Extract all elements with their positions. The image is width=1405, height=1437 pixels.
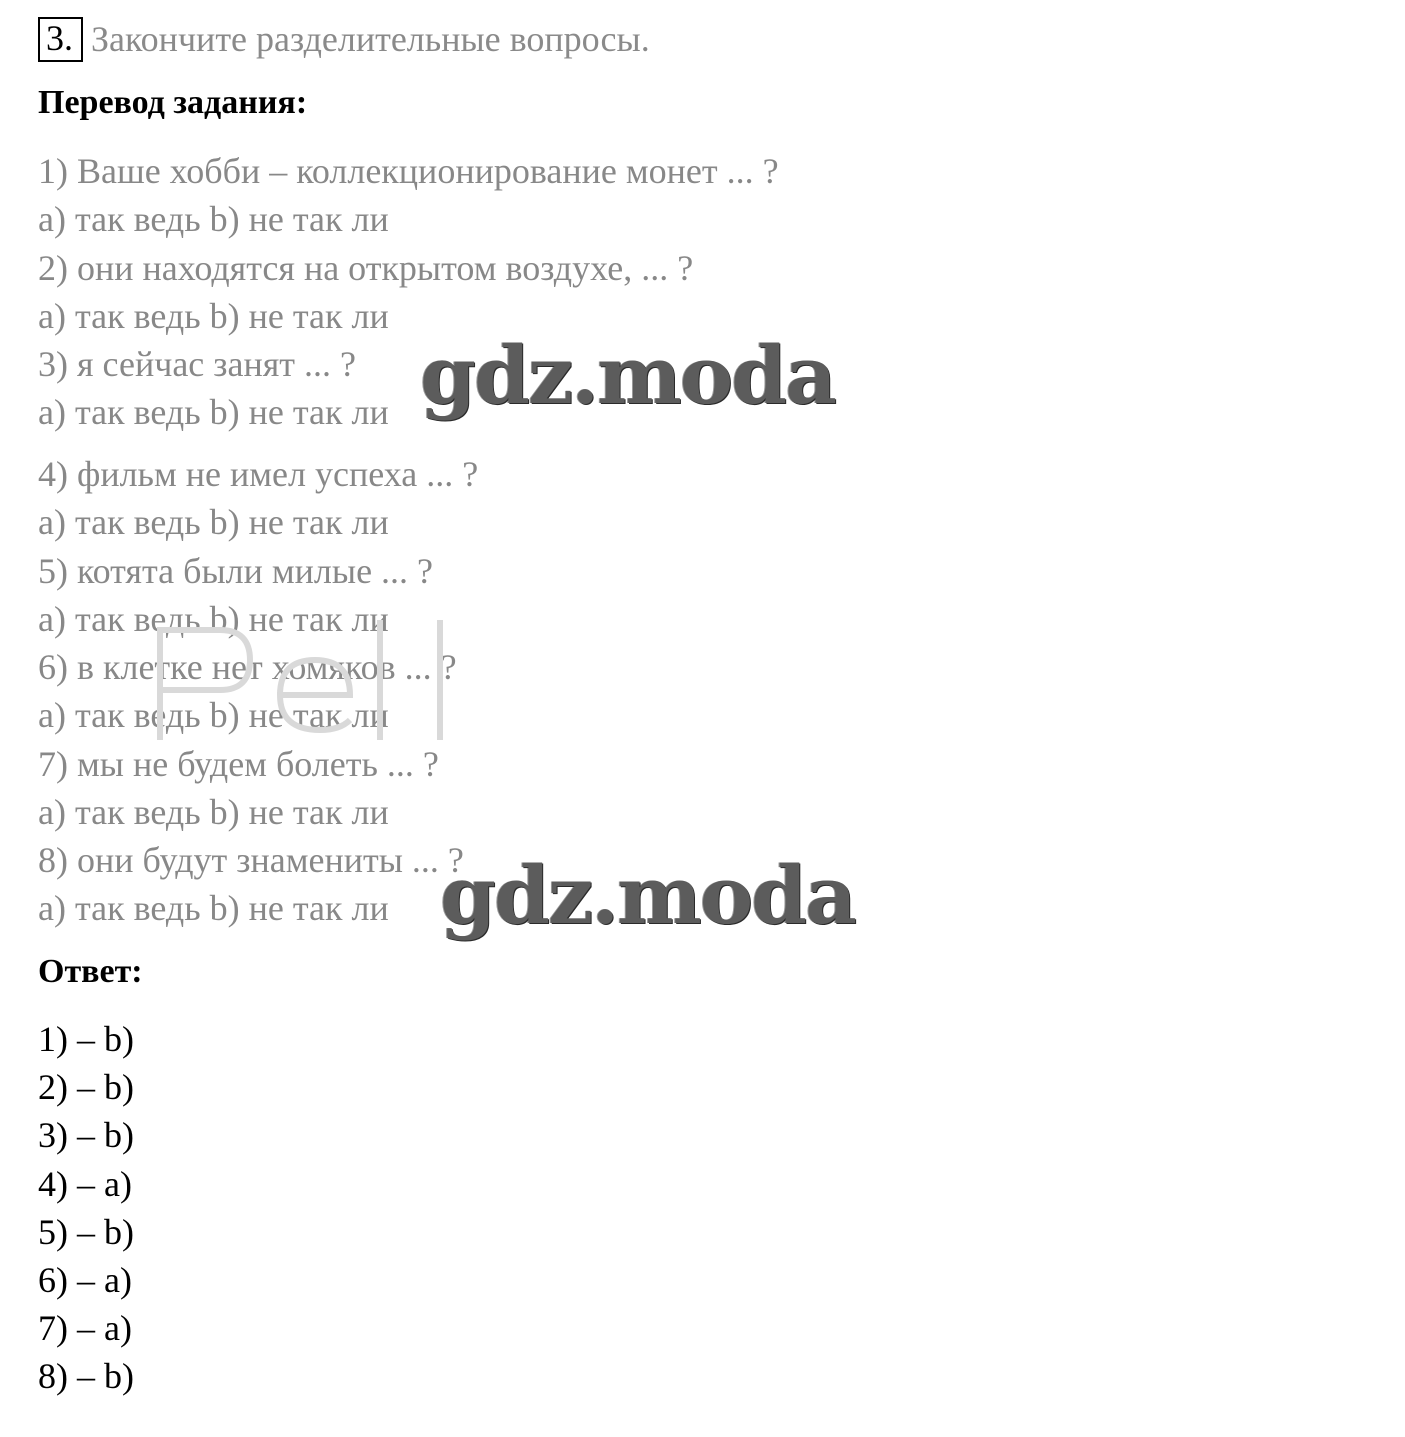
- answer-heading: Ответ:: [38, 953, 143, 990]
- question-2: 2) они находятся на открытом воздухе, ... ?: [38, 248, 694, 288]
- options-5: a) так ведь b) не так ли: [38, 599, 389, 639]
- answer-2: 2) – b): [38, 1067, 134, 1107]
- question-4: 4) фильм не имел успеха ... ?: [38, 454, 479, 494]
- question-5: 5) котята были милые ... ?: [38, 551, 434, 591]
- answer-4: 4) – a): [38, 1164, 132, 1204]
- answer-5: 5) – b): [38, 1212, 134, 1252]
- options-2: a) так ведь b) не так ли: [38, 296, 389, 336]
- options-3: a) так ведь b) не так ли: [38, 392, 389, 432]
- options-1: a) так ведь b) не так ли: [38, 199, 389, 239]
- task-number-box: 3.: [38, 17, 83, 62]
- answer-6: 6) – a): [38, 1260, 132, 1300]
- answer-7: 7) – a): [38, 1308, 132, 1348]
- watermark-gdz-moda: gdz.moda: [440, 848, 855, 942]
- options-4: a) так ведь b) не так ли: [38, 502, 389, 542]
- answer-8: 8) – b): [38, 1356, 134, 1396]
- question-6: 6) в клетке нет хомяков ... ?: [38, 647, 457, 687]
- question-3: 3) я сейчас занят ... ?: [38, 344, 357, 384]
- answer-1: 1) – b): [38, 1019, 134, 1059]
- task-title: Закончите разделительные вопросы.: [91, 19, 650, 59]
- watermark-gdz-moda: gdz.moda: [420, 328, 835, 422]
- answer-3: 3) – b): [38, 1115, 134, 1155]
- question-1: 1) Ваше хобби – коллекционирование монет ... ?: [38, 151, 779, 191]
- task-header: [38, 16, 650, 62]
- question-7: 7) мы не будем болеть ... ?: [38, 744, 439, 784]
- options-6: a) так ведь b) не так ли: [38, 695, 389, 735]
- question-8: 8) они будут знамениты ... ?: [38, 840, 464, 880]
- translation-heading: Перевод задания:: [38, 84, 308, 121]
- options-8: a) так ведь b) не так ли: [38, 888, 389, 928]
- ghost-logo-watermark: [150, 600, 510, 760]
- options-7: a) так ведь b) не так ли: [38, 792, 389, 832]
